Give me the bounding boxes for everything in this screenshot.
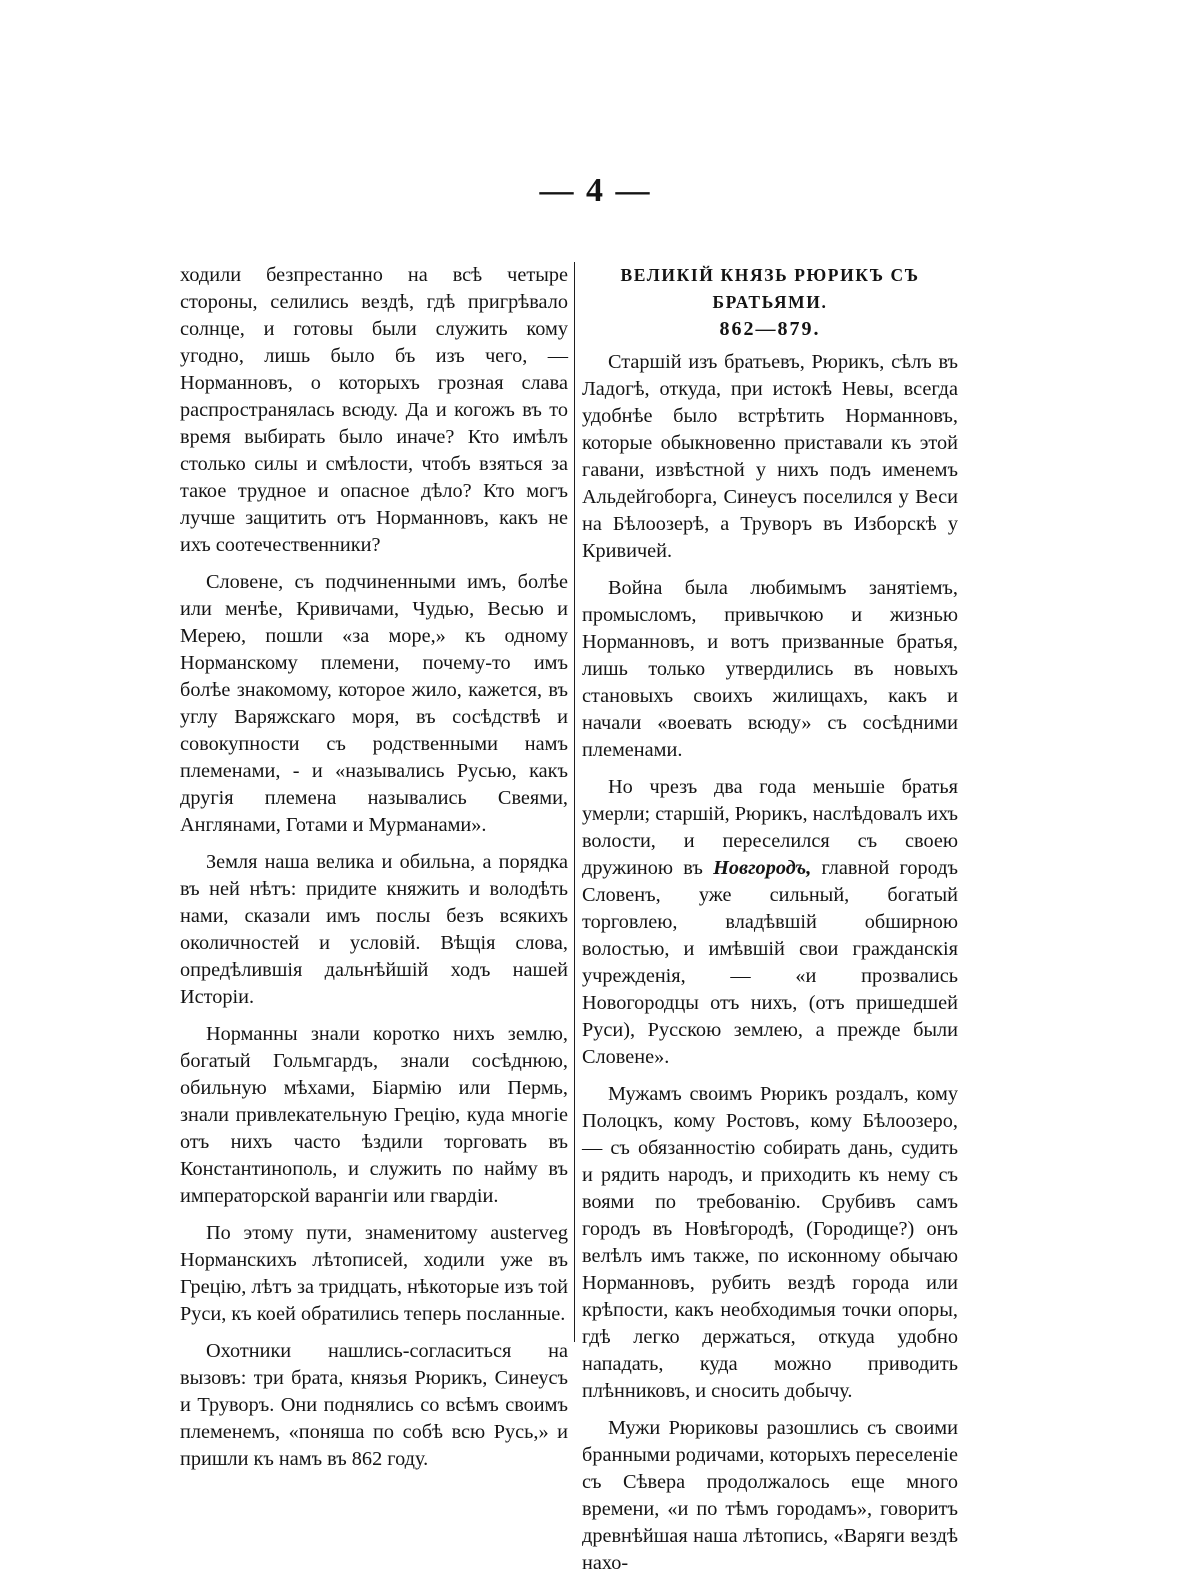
right-column [582,262,958,1577]
right-paragraph-3 [582,774,958,1071]
right-paragraph-5: Мужи Рюриковы разошлись съ своими бранными родичами, которыхъ переселеніе съ Сѣвера продолжалось еще много времени, «и по тѣмъ городамъ», говоритъ древнѣйшая наша лѣтопись, «Варяги вездѣ нахо- [582,1417,958,1574]
left-paragraph-1: ходили безпрестанно на всѣ четыре стороны, селились вездѣ, гдѣ пригрѣвало солнце, и готовы были служить кому угодно, лишь было бъ изъ чего, — Норманновъ, о которыхъ грозная слава распространялась всюду. Да и когожъ въ то время выбирать было иначе? Кто имѣлъ столько силы и смѣлости, чтобъ взяться за такое трудное и опасное дѣло? Кто могъ лучше защитить отъ Норманновъ, какъ не ихъ соотечественники? [180,264,568,556]
right-paragraph-2: Война была любимымъ занятіемъ, промысломъ, привычкою и жизнью Норманновъ, и вотъ призванные братья, лишь только утвердились въ новыхъ становыхъ своихъ жилищахъ, какъ и начали «воевать всюду» съ сосѣдними племенами. [582,577,958,761]
left-paragraph-3: Земля наша велика и обильна, а порядка въ ней нѣтъ: придите княжить и володѣть нами, сказали имъ послы безъ всякихъ околичностей и условій. Вѣщія слова, опредѣлившія дальнѣйшій ходъ нашей Исторіи. [180,851,568,1008]
right-paragraph-3-start: Но чрезъ два года меньшіе братья умерли; старшій, Рюрикъ, наслѣдовалъ ихъ волости, и переселился съ своею дружиною въ [582,776,958,879]
left-paragraph-5: По этому пути, знаменитому austerveg Норманскихъ лѣтописей, ходили уже въ Грецію, лѣтъ за тридцать, нѣкоторые изъ той Руси, къ коей обратились теперь посланные. [180,1222,568,1325]
page-number: — 4 — [539,172,652,209]
right-paragraph-3-end: главной городъ Словенъ, уже сильный, богатый торговлею, владѣвшій обширною волостью, и имѣвшій свои гражданскія учрежденія, — «и прозвались Новогородцы отъ нихъ, (отъ пришедшей Руси), Русскою землею, а прежде были Словене». [582,857,959,1068]
left-paragraph-6: Охотники нашлись-согласиться на вызовъ: три брата, князья Рюрикъ, Синеусъ и Труворъ. Они поднялись со всѣмъ своимъ племенемъ, «поняша по собѣ всю Русь,» и пришли къ намъ въ 862 году. [180,1340,568,1470]
left-paragraph-4: Норманны знали коротко нихъ землю, богатый Гольмгардъ, знали сосѣднюю, обильную мѣхами, Біармію или Пермь, знали привлекательную Грецію, куда многіе отъ нихъ часто ѣздили торговать въ Константинополь, и служить по найму въ императорской варангіи или гвардіи. [180,1023,568,1207]
right-paragraph-1: Старшій изъ братьевъ, Рюрикъ, сѣлъ въ Ладогѣ, откуда, при истокѣ Невы, всегда удобнѣе было встрѣтить Норманновъ, которые обыкновенно приставали къ этой гавани, извѣстной у нихъ подъ именемъ Альдейгоборга, Синеусъ поселился у Веси на Бѣлоозерѣ, а Труворъ въ Изборскѣ у Кривичей. [582,351,958,562]
right-paragraph-4: Мужамъ своимъ Рюрикъ роздалъ, кому Полоцкъ, кому Ростовъ, кому Бѣлоозеро, — съ обязанностію собирать дань, судить и рядить народъ, и приходить къ нему съ воями по требованію. Срубивъ самъ городъ въ Новѣгородѣ, (Городище?) онъ велѣлъ имъ также, по исконному обычаю Норманновъ, рубить вездѣ города или крѣпости, какъ необходимыя точки опоры, гдѣ легко держаться, откуда удобно нападать, куда можно приводить плѣнниковъ, и сносить добычу. [582,1083,958,1402]
left-column [180,262,568,1473]
novgorod-emphasis: Новгородъ, [713,857,812,879]
section-years: 862—879. [719,318,821,340]
left-paragraph-2: Словене, съ подчиненными имъ, болѣе или менѣе, Кривичами, Чудью, Весью и Мерею, пошли «за море,» къ одному Норманскому племени, почему-то имъ болѣе знакомому, которое жило, кажется, въ углу Варяжскаго моря, въ сосѣдствѣ и совокупности съ родственными намъ племенами, - и «назывались Русью, какъ другія племена назывались Свеями, Англянами, Готами и Мурманами». [180,571,568,836]
section-heading: ВЕЛИКІЙ КНЯЗЬ РЮРИКЪ СЪ БРАТЬЯМИ. [620,265,920,312]
column-divider [574,262,575,1342]
